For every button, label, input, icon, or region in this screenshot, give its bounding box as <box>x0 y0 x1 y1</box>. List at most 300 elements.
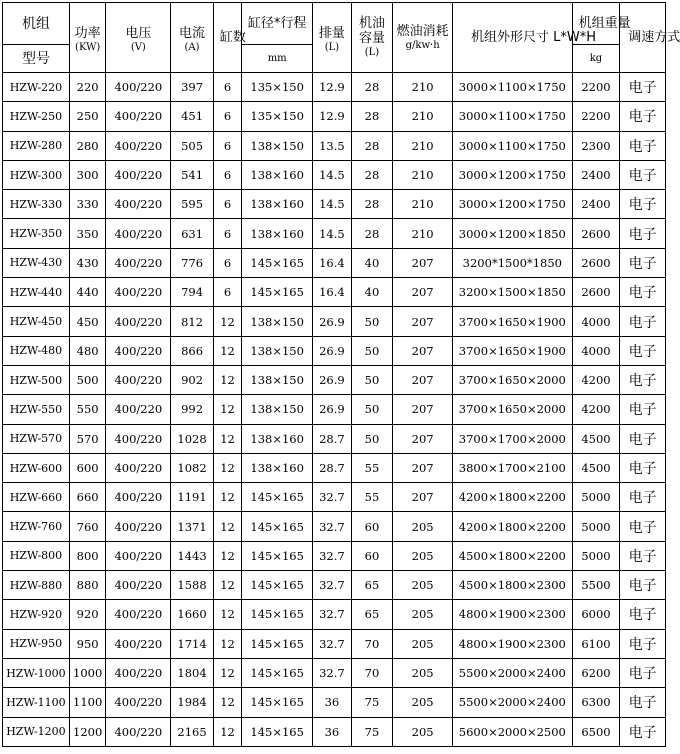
cell-speed: 电子 <box>620 600 666 629</box>
table-row <box>3 688 666 717</box>
header-weight-unit: kg <box>572 45 620 73</box>
cell-fuel: 207 <box>393 248 453 277</box>
cell-bore-stroke: 145×165 <box>242 483 313 512</box>
cell-model: HZW-570 <box>3 424 70 453</box>
table-row <box>3 571 666 600</box>
table-row <box>3 483 666 512</box>
cell-voltage: 400/220 <box>106 190 171 219</box>
cell-power: 480 <box>69 336 105 365</box>
cell-voltage: 400/220 <box>106 541 171 570</box>
cell-current: 1660 <box>171 600 214 629</box>
cell-displacement: 32.7 <box>313 483 352 512</box>
cell-current: 541 <box>171 160 214 189</box>
cell-current: 866 <box>171 336 214 365</box>
cell-dimensions: 3700×1650×1900 <box>453 307 573 336</box>
cell-voltage: 400/220 <box>106 424 171 453</box>
cell-voltage: 400/220 <box>106 336 171 365</box>
cell-bore-stroke: 145×165 <box>242 688 313 717</box>
cell-model: HZW-280 <box>3 131 70 160</box>
cell-voltage: 400/220 <box>106 512 171 541</box>
cell-power: 800 <box>69 541 105 570</box>
cell-displacement: 14.5 <box>313 160 352 189</box>
header-speed: 调速方式 <box>620 3 666 73</box>
table-row <box>3 395 666 424</box>
cell-weight: 4000 <box>572 336 620 365</box>
cell-fuel: 207 <box>393 424 453 453</box>
cell-dimensions: 3200×1500×1850 <box>453 278 573 307</box>
cell-weight: 6000 <box>572 600 620 629</box>
cell-bore-stroke: 135×150 <box>242 102 313 131</box>
cell-current: 1082 <box>171 453 214 482</box>
cell-speed: 电子 <box>620 571 666 600</box>
cell-displacement: 12.9 <box>313 102 352 131</box>
cell-model: HZW-800 <box>3 541 70 570</box>
cell-cylinders: 12 <box>213 688 241 717</box>
cell-fuel: 210 <box>393 131 453 160</box>
cell-model: HZW-350 <box>3 219 70 248</box>
cell-speed: 电子 <box>620 453 666 482</box>
cell-voltage: 400/220 <box>106 365 171 394</box>
cell-oil: 55 <box>351 453 393 482</box>
cell-power: 950 <box>69 629 105 658</box>
cell-model: HZW-600 <box>3 453 70 482</box>
cell-voltage: 400/220 <box>106 453 171 482</box>
cell-weight: 4200 <box>572 365 620 394</box>
cell-oil: 28 <box>351 131 393 160</box>
cell-dimensions: 4200×1800×2200 <box>453 483 573 512</box>
cell-displacement: 32.7 <box>313 629 352 658</box>
cell-power: 350 <box>69 219 105 248</box>
cell-power: 550 <box>69 395 105 424</box>
table-row <box>3 336 666 365</box>
cell-voltage: 400/220 <box>106 248 171 277</box>
cell-power: 250 <box>69 102 105 131</box>
cell-speed: 电子 <box>620 395 666 424</box>
cell-cylinders: 12 <box>213 541 241 570</box>
cell-oil: 40 <box>351 248 393 277</box>
cell-bore-stroke: 138×160 <box>242 219 313 248</box>
cell-weight: 2600 <box>572 278 620 307</box>
cell-bore-stroke: 135×150 <box>242 73 313 102</box>
cell-oil: 50 <box>351 336 393 365</box>
cell-speed: 电子 <box>620 629 666 658</box>
cell-dimensions: 3700×1650×1900 <box>453 336 573 365</box>
cell-fuel: 207 <box>393 307 453 336</box>
cell-oil: 70 <box>351 658 393 687</box>
cell-dimensions: 3000×1100×1750 <box>453 131 573 160</box>
cell-voltage: 400/220 <box>106 219 171 248</box>
cell-cylinders: 12 <box>213 307 241 336</box>
header-displacement <box>313 3 352 73</box>
cell-current: 631 <box>171 219 214 248</box>
cell-fuel: 207 <box>393 395 453 424</box>
cell-dimensions: 3000×1200×1750 <box>453 160 573 189</box>
cell-power: 330 <box>69 190 105 219</box>
cell-weight: 2600 <box>572 248 620 277</box>
table-row <box>3 453 666 482</box>
cell-power: 1100 <box>69 688 105 717</box>
cell-dimensions: 3000×1200×1850 <box>453 219 573 248</box>
cell-cylinders: 12 <box>213 336 241 365</box>
cell-displacement: 32.7 <box>313 600 352 629</box>
cell-cylinders: 6 <box>213 102 241 131</box>
header-oil-unit: (L) <box>364 47 380 58</box>
cell-weight: 2400 <box>572 160 620 189</box>
cell-bore-stroke: 138×160 <box>242 453 313 482</box>
header-displacement-label: 排量 <box>318 25 345 41</box>
table-row <box>3 512 666 541</box>
header-cylinders: 缸数 <box>213 3 241 73</box>
cell-current: 1984 <box>171 688 214 717</box>
cell-power: 660 <box>69 483 105 512</box>
table-row <box>3 600 666 629</box>
cell-bore-stroke: 145×165 <box>242 248 313 277</box>
cell-current: 1443 <box>171 541 214 570</box>
cell-bore-stroke: 145×165 <box>242 600 313 629</box>
cell-fuel: 210 <box>393 160 453 189</box>
cell-model: HZW-920 <box>3 600 70 629</box>
cell-displacement: 26.9 <box>313 395 352 424</box>
cell-fuel: 205 <box>393 600 453 629</box>
cell-fuel: 205 <box>393 571 453 600</box>
cell-power: 280 <box>69 131 105 160</box>
cell-model: HZW-440 <box>3 278 70 307</box>
cell-weight: 4200 <box>572 395 620 424</box>
cell-current: 397 <box>171 73 214 102</box>
cell-model: HZW-880 <box>3 571 70 600</box>
header-voltage-label: 电压 <box>125 25 152 41</box>
cell-current: 812 <box>171 307 214 336</box>
cell-bore-stroke: 145×165 <box>242 571 313 600</box>
cell-bore-stroke: 145×165 <box>242 541 313 570</box>
cell-current: 902 <box>171 365 214 394</box>
table-row <box>3 717 666 746</box>
header-fuel-label: 燃油消耗 <box>396 23 449 39</box>
cell-fuel: 210 <box>393 190 453 219</box>
cell-dimensions: 4500×1800×2300 <box>453 571 573 600</box>
cell-current: 595 <box>171 190 214 219</box>
cell-speed: 电子 <box>620 688 666 717</box>
cell-weight: 2400 <box>572 190 620 219</box>
cell-current: 1191 <box>171 483 214 512</box>
cell-fuel: 205 <box>393 541 453 570</box>
cell-model: HZW-1000 <box>3 658 70 687</box>
cell-displacement: 12.9 <box>313 73 352 102</box>
cell-current: 776 <box>171 248 214 277</box>
header-current <box>171 3 214 73</box>
cell-voltage: 400/220 <box>106 483 171 512</box>
cell-speed: 电子 <box>620 248 666 277</box>
cell-weight: 5000 <box>572 512 620 541</box>
cell-model: HZW-660 <box>3 483 70 512</box>
cell-displacement: 26.9 <box>313 336 352 365</box>
cell-bore-stroke: 145×165 <box>242 512 313 541</box>
table-header <box>3 3 680 73</box>
cell-fuel: 207 <box>393 278 453 307</box>
cell-cylinders: 12 <box>213 658 241 687</box>
cell-dimensions: 3200*1500*1850 <box>453 248 573 277</box>
cell-voltage: 400/220 <box>106 600 171 629</box>
cell-voltage: 400/220 <box>106 102 171 131</box>
cell-power: 920 <box>69 600 105 629</box>
cell-oil: 60 <box>351 541 393 570</box>
cell-cylinders: 6 <box>213 278 241 307</box>
cell-power: 570 <box>69 424 105 453</box>
header-dimensions: 机组外形尺寸 L*W*H <box>453 3 573 73</box>
cell-weight: 2300 <box>572 131 620 160</box>
table-row <box>3 365 666 394</box>
cell-power: 430 <box>69 248 105 277</box>
cell-oil: 28 <box>351 160 393 189</box>
cell-oil: 60 <box>351 512 393 541</box>
cell-weight: 2200 <box>572 73 620 102</box>
table-row <box>3 658 666 687</box>
table-row <box>3 248 666 277</box>
cell-bore-stroke: 145×165 <box>242 629 313 658</box>
cell-fuel: 207 <box>393 483 453 512</box>
cell-model: HZW-480 <box>3 336 70 365</box>
cell-current: 451 <box>171 102 214 131</box>
cell-current: 1714 <box>171 629 214 658</box>
cell-weight: 6500 <box>572 717 620 746</box>
cell-speed: 电子 <box>620 336 666 365</box>
cell-weight: 4000 <box>572 307 620 336</box>
cell-bore-stroke: 138×150 <box>242 307 313 336</box>
cell-model: HZW-250 <box>3 102 70 131</box>
header-fuel <box>393 3 453 73</box>
cell-displacement: 36 <box>313 688 352 717</box>
cell-speed: 电子 <box>620 658 666 687</box>
cell-dimensions: 5600×2000×2500 <box>453 717 573 746</box>
cell-speed: 电子 <box>620 131 666 160</box>
cell-speed: 电子 <box>620 219 666 248</box>
cell-power: 500 <box>69 365 105 394</box>
cell-voltage: 400/220 <box>106 688 171 717</box>
cell-weight: 6200 <box>572 658 620 687</box>
cell-cylinders: 12 <box>213 453 241 482</box>
cell-displacement: 26.9 <box>313 307 352 336</box>
cell-current: 1588 <box>171 571 214 600</box>
cell-power: 1000 <box>69 658 105 687</box>
header-current-unit: (A) <box>184 41 200 53</box>
cell-oil: 70 <box>351 629 393 658</box>
cell-model: HZW-950 <box>3 629 70 658</box>
cell-cylinders: 12 <box>213 395 241 424</box>
cell-current: 505 <box>171 131 214 160</box>
cell-voltage: 400/220 <box>106 131 171 160</box>
cell-cylinders: 12 <box>213 483 241 512</box>
header-current-label: 电流 <box>179 25 206 41</box>
cell-weight: 5500 <box>572 571 620 600</box>
cell-displacement: 28.7 <box>313 424 352 453</box>
cell-speed: 电子 <box>620 717 666 746</box>
cell-model: HZW-760 <box>3 512 70 541</box>
cell-model: HZW-220 <box>3 73 70 102</box>
cell-speed: 电子 <box>620 160 666 189</box>
cell-model: HZW-500 <box>3 365 70 394</box>
header-voltage <box>106 3 171 73</box>
cell-dimensions: 3000×1100×1750 <box>453 102 573 131</box>
cell-displacement: 14.5 <box>313 190 352 219</box>
cell-bore-stroke: 145×165 <box>242 717 313 746</box>
cell-fuel: 207 <box>393 453 453 482</box>
header-power-unit: (KW) <box>75 41 101 53</box>
cell-dimensions: 3000×1200×1750 <box>453 190 573 219</box>
cell-voltage: 400/220 <box>106 658 171 687</box>
cell-speed: 电子 <box>620 278 666 307</box>
table-row <box>3 629 666 658</box>
cell-weight: 6100 <box>572 629 620 658</box>
header-voltage-unit: (V) <box>130 41 146 53</box>
cell-speed: 电子 <box>620 512 666 541</box>
cell-power: 1200 <box>69 717 105 746</box>
cell-weight: 5000 <box>572 483 620 512</box>
cell-bore-stroke: 145×165 <box>242 658 313 687</box>
cell-model: HZW-430 <box>3 248 70 277</box>
cell-dimensions: 4800×1900×2300 <box>453 629 573 658</box>
generator-spec-table <box>2 2 680 747</box>
cell-fuel: 207 <box>393 365 453 394</box>
cell-current: 1804 <box>171 658 214 687</box>
cell-model: HZW-330 <box>3 190 70 219</box>
cell-cylinders: 12 <box>213 424 241 453</box>
header-fuel-unit: g/kw·h <box>405 39 440 51</box>
cell-dimensions: 3800×1700×2100 <box>453 453 573 482</box>
table-row <box>3 190 666 219</box>
cell-power: 760 <box>69 512 105 541</box>
cell-power: 880 <box>69 571 105 600</box>
cell-cylinders: 12 <box>213 512 241 541</box>
cell-cylinders: 6 <box>213 131 241 160</box>
header-weight: 机组重量 <box>572 3 620 45</box>
cell-cylinders: 12 <box>213 571 241 600</box>
cell-fuel: 210 <box>393 102 453 131</box>
cell-displacement: 32.7 <box>313 571 352 600</box>
cell-oil: 28 <box>351 73 393 102</box>
cell-oil: 50 <box>351 424 393 453</box>
cell-dimensions: 3700×1650×2000 <box>453 365 573 394</box>
cell-fuel: 205 <box>393 512 453 541</box>
cell-oil: 28 <box>351 219 393 248</box>
cell-fuel: 205 <box>393 658 453 687</box>
cell-oil: 65 <box>351 600 393 629</box>
cell-bore-stroke: 138×150 <box>242 395 313 424</box>
cell-model: HZW-1100 <box>3 688 70 717</box>
cell-model: HZW-1200 <box>3 717 70 746</box>
table-row <box>3 102 666 131</box>
cell-cylinders: 12 <box>213 717 241 746</box>
cell-oil: 28 <box>351 190 393 219</box>
table-row <box>3 219 666 248</box>
cell-model: HZW-550 <box>3 395 70 424</box>
cell-voltage: 400/220 <box>106 629 171 658</box>
cell-displacement: 28.7 <box>313 453 352 482</box>
cell-dimensions: 4200×1800×2200 <box>453 512 573 541</box>
cell-displacement: 36 <box>313 717 352 746</box>
cell-oil: 50 <box>351 307 393 336</box>
cell-dimensions: 5500×2000×2400 <box>453 658 573 687</box>
cell-speed: 电子 <box>620 190 666 219</box>
cell-bore-stroke: 138×150 <box>242 336 313 365</box>
cell-cylinders: 12 <box>213 629 241 658</box>
cell-cylinders: 12 <box>213 600 241 629</box>
cell-weight: 6300 <box>572 688 620 717</box>
cell-current: 1371 <box>171 512 214 541</box>
cell-bore-stroke: 138×150 <box>242 131 313 160</box>
cell-dimensions: 4500×1800×2200 <box>453 541 573 570</box>
cell-bore-stroke: 138×160 <box>242 160 313 189</box>
cell-voltage: 400/220 <box>106 278 171 307</box>
cell-oil: 40 <box>351 278 393 307</box>
cell-dimensions: 3000×1100×1750 <box>453 73 573 102</box>
cell-current: 1028 <box>171 424 214 453</box>
table-row <box>3 160 666 189</box>
cell-cylinders: 6 <box>213 190 241 219</box>
cell-voltage: 400/220 <box>106 307 171 336</box>
cell-cylinders: 12 <box>213 365 241 394</box>
cell-weight: 2600 <box>572 219 620 248</box>
cell-power: 600 <box>69 453 105 482</box>
cell-weight: 4500 <box>572 424 620 453</box>
cell-displacement: 32.7 <box>313 512 352 541</box>
header-model-bottom: 型号 <box>3 45 70 73</box>
cell-cylinders: 6 <box>213 160 241 189</box>
cell-displacement: 16.4 <box>313 278 352 307</box>
header-power-label: 功率 <box>74 25 101 41</box>
cell-speed: 电子 <box>620 541 666 570</box>
cell-fuel: 210 <box>393 73 453 102</box>
cell-oil: 75 <box>351 717 393 746</box>
cell-voltage: 400/220 <box>106 717 171 746</box>
cell-power: 300 <box>69 160 105 189</box>
cell-displacement: 32.7 <box>313 541 352 570</box>
cell-model: HZW-300 <box>3 160 70 189</box>
cell-bore-stroke: 138×160 <box>242 190 313 219</box>
cell-voltage: 400/220 <box>106 395 171 424</box>
cell-speed: 电子 <box>620 365 666 394</box>
header-oil-label: 机油容量 <box>358 16 385 46</box>
cell-bore-stroke: 138×150 <box>242 365 313 394</box>
cell-voltage: 400/220 <box>106 571 171 600</box>
header-bore-unit: mm <box>242 45 313 73</box>
cell-dimensions: 3700×1700×2000 <box>453 424 573 453</box>
cell-oil: 75 <box>351 688 393 717</box>
cell-displacement: 16.4 <box>313 248 352 277</box>
cell-weight: 4500 <box>572 453 620 482</box>
cell-displacement: 32.7 <box>313 658 352 687</box>
cell-cylinders: 6 <box>213 219 241 248</box>
cell-oil: 50 <box>351 365 393 394</box>
cell-fuel: 205 <box>393 688 453 717</box>
cell-fuel: 207 <box>393 336 453 365</box>
table-row <box>3 541 666 570</box>
cell-fuel: 205 <box>393 629 453 658</box>
cell-cylinders: 6 <box>213 73 241 102</box>
table-body <box>3 73 666 747</box>
table-row <box>3 73 666 102</box>
cell-model: HZW-450 <box>3 307 70 336</box>
cell-dimensions: 4800×1900×2300 <box>453 600 573 629</box>
cell-oil: 50 <box>351 395 393 424</box>
cell-oil: 28 <box>351 102 393 131</box>
header-displacement-unit: (L) <box>324 41 340 53</box>
cell-speed: 电子 <box>620 307 666 336</box>
cell-speed: 电子 <box>620 73 666 102</box>
cell-speed: 电子 <box>620 102 666 131</box>
cell-bore-stroke: 145×165 <box>242 278 313 307</box>
cell-current: 992 <box>171 395 214 424</box>
cell-power: 450 <box>69 307 105 336</box>
